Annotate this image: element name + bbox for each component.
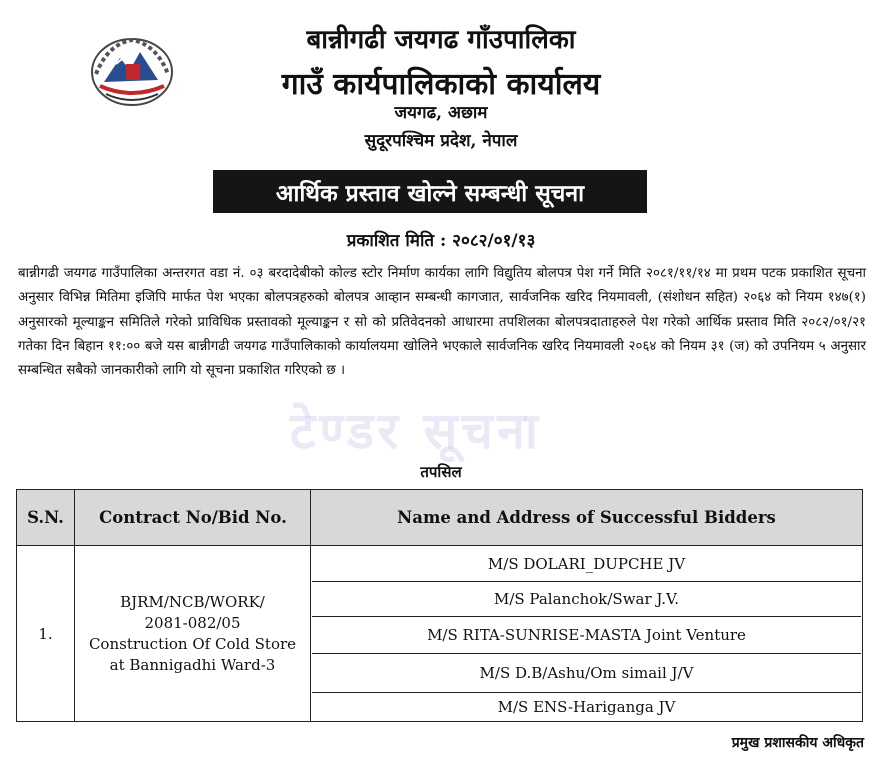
contract-line: at Bannigadhi Ward-3	[109, 655, 276, 674]
contract-line: Construction Of Cold Store	[88, 634, 297, 653]
bidder-row: M/S RITA-SUNRISE-MASTA Joint Venture	[312, 617, 861, 654]
row-contract	[75, 546, 310, 721]
contract-line: BJRM/NCB/WORK/	[120, 592, 265, 611]
column-divider	[310, 490, 311, 721]
office-province: सुदूरपश्चिम प्रदेश, नेपाल	[364, 131, 518, 151]
office-name: गाउँ कार्यपालिकाको कार्यालय	[281, 67, 601, 102]
bidder-row: M/S DOLARI_DUPCHE JV	[312, 546, 861, 582]
bidder-row: M/S ENS-Hariganga JV	[497, 698, 676, 716]
notice-body: बान्नीगढी जयगढ गाउँपालिका अन्तरगत वडा नं. ०३ बरदादेबीको कोल्ड स्टोर निर्माण कार्यका लागि विद्युतिय बोलपत्र पेश गर्ने मिति २०८१/११/१४ मा प्रथम पटक प्रकाशित सूचना अनुसार विभिन्न मितिमा इजिपि मार्फत पेश भएका बोलपत्रहरुको बोलपत्र आव्हान सम्बन्धी कागजात, सार्वजनिक खरिद नियमावली, (संशोधन सहित) २०६४ को नियम १४७(१) अनुसारको मूल्याङ्कन समितिले गरेको प्राविधिक प्रस्तावको मूल्याङ्कन र सो को प्रतिवेदनको आधारमा तपशिलका बोलपत्रदाताहरुले पेश गरेको आर्थिक प्रस्ताव मिति २०८२/०१/२१ गतेका दिन बिहान ११:०० बजे यस बान्नीगढी जयगढ गाउँपालिकाको कार्यालयमा खोलिने भएकाले सार्वजनिक खरिद नियमावली २०६४ को नियम ३१ (ज) को उपनियम ५ अनुसार सम्बन्धित सबैको जानकारीको लागि यो सूचना प्रकाशित गरिएको छ ।	[18, 266, 866, 379]
bidder-row: M/S D.B/Ashu/Om simail J/V	[312, 654, 861, 693]
office-location: जयगढ, अछाम	[394, 103, 488, 123]
header-sn: S.N.	[27, 507, 64, 527]
row-sn: 1.	[38, 624, 53, 643]
bidder-row: M/S Palanchok/Swar J.V.	[312, 582, 861, 617]
contract-line: 2081-082/05	[144, 613, 241, 632]
schedule-heading: तपसिल	[420, 463, 462, 481]
watermark: टेण्डर सूचना	[290, 401, 542, 460]
municipality-name: बान्नीगढी जयगढ गाँउपालिका	[306, 25, 576, 55]
signoff: प्रमुख प्रशासकीय अधिकृत	[731, 735, 864, 751]
notice-title: आर्थिक प्रस्ताव खोल्ने सम्बन्धी सूचना	[213, 170, 647, 213]
bidders-table	[16, 489, 863, 722]
header-contract: Contract No/Bid No.	[99, 507, 287, 527]
table-header-row	[17, 490, 862, 546]
header-bidders: Name and Address of Successful Bidders	[397, 507, 776, 527]
published-date: प्रकाशित मिति : २०८२/०१/१३	[346, 231, 536, 251]
